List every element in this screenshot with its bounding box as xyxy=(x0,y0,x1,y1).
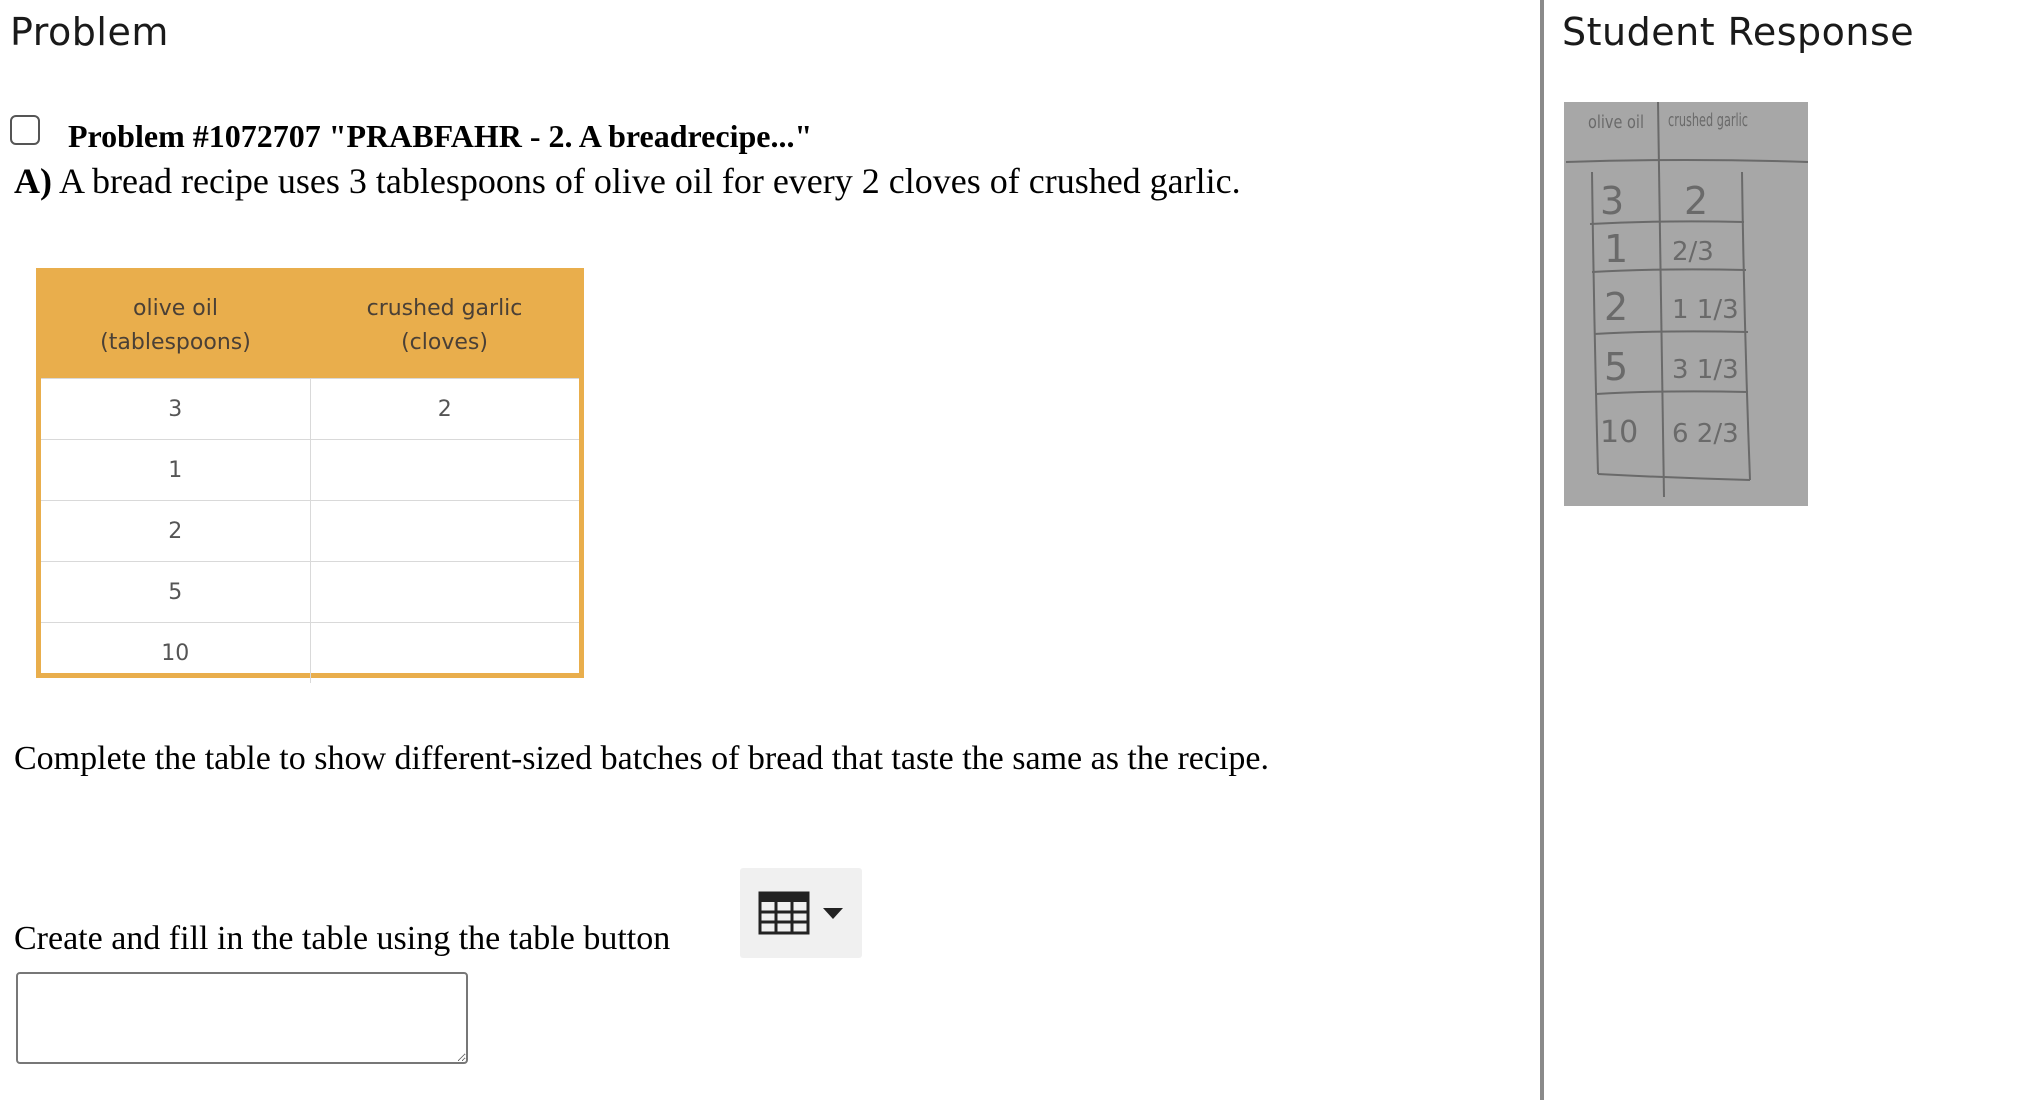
handwritten-table-drawing xyxy=(1564,102,1808,506)
student-response-photo xyxy=(1564,102,1808,506)
handwritten-header: crushed garlic xyxy=(1668,110,1748,131)
table-cell xyxy=(310,501,580,561)
handwritten-value: 1 1/3 xyxy=(1672,295,1739,325)
part-label: A) xyxy=(14,161,52,201)
table-row xyxy=(41,561,579,622)
problem-title: Problem #1072707 "PRABFAHR - 2. A breadrecipe..." xyxy=(68,118,813,154)
header-crushed-garlic: crushed garlic (cloves) xyxy=(366,295,523,355)
handwritten-value: 6 2/3 xyxy=(1672,419,1739,449)
table-cell: 3 xyxy=(168,396,183,422)
table-cell xyxy=(310,623,580,683)
table-row xyxy=(41,500,579,561)
table-row xyxy=(41,439,579,500)
student-response-pane xyxy=(1544,0,2034,1096)
table-row xyxy=(41,622,579,683)
handwritten-header: olive oil xyxy=(1588,112,1644,133)
table-cell: 2 xyxy=(310,379,580,439)
insert-table-button[interactable] xyxy=(740,868,862,958)
handwritten-value: 2 xyxy=(1604,285,1629,329)
problem-heading: Problem xyxy=(10,10,169,54)
table-cell: 2 xyxy=(168,518,183,544)
handwritten-value: 1 xyxy=(1604,227,1629,271)
part-a-statement xyxy=(14,160,1241,202)
header-olive-oil: olive oil (tablespoons) xyxy=(100,295,251,355)
ratio-table-header xyxy=(41,273,579,378)
table-cell: 1 xyxy=(168,457,183,483)
handwritten-value: 3 xyxy=(1600,179,1625,223)
answer-input[interactable] xyxy=(16,972,468,1064)
create-table-label: Create and fill in the table using the table button xyxy=(14,920,671,957)
table-grid-icon xyxy=(758,891,810,935)
table-cell xyxy=(310,562,580,622)
ratio-table xyxy=(36,268,584,678)
table-cell xyxy=(310,440,580,500)
part-text: A bread recipe uses 3 tablespoons of olive oil for every 2 cloves of crushed garlic. xyxy=(52,161,1241,201)
handwritten-value: 5 xyxy=(1604,345,1629,389)
student-response-heading: Student Response xyxy=(1562,10,1915,54)
handwritten-value: 2/3 xyxy=(1672,237,1714,267)
handwritten-value: 10 xyxy=(1600,415,1639,450)
table-cell: 5 xyxy=(168,579,183,605)
table-row xyxy=(41,378,579,439)
problem-checkbox[interactable] xyxy=(10,115,40,145)
table-cell: 10 xyxy=(161,640,190,666)
handwritten-value: 3 1/3 xyxy=(1672,355,1739,385)
handwritten-value: 2 xyxy=(1684,179,1709,223)
caret-down-icon xyxy=(822,906,844,920)
instruction-text: Complete the table to show different-sized batches of bread that taste the same as the recipe. xyxy=(14,740,1270,777)
